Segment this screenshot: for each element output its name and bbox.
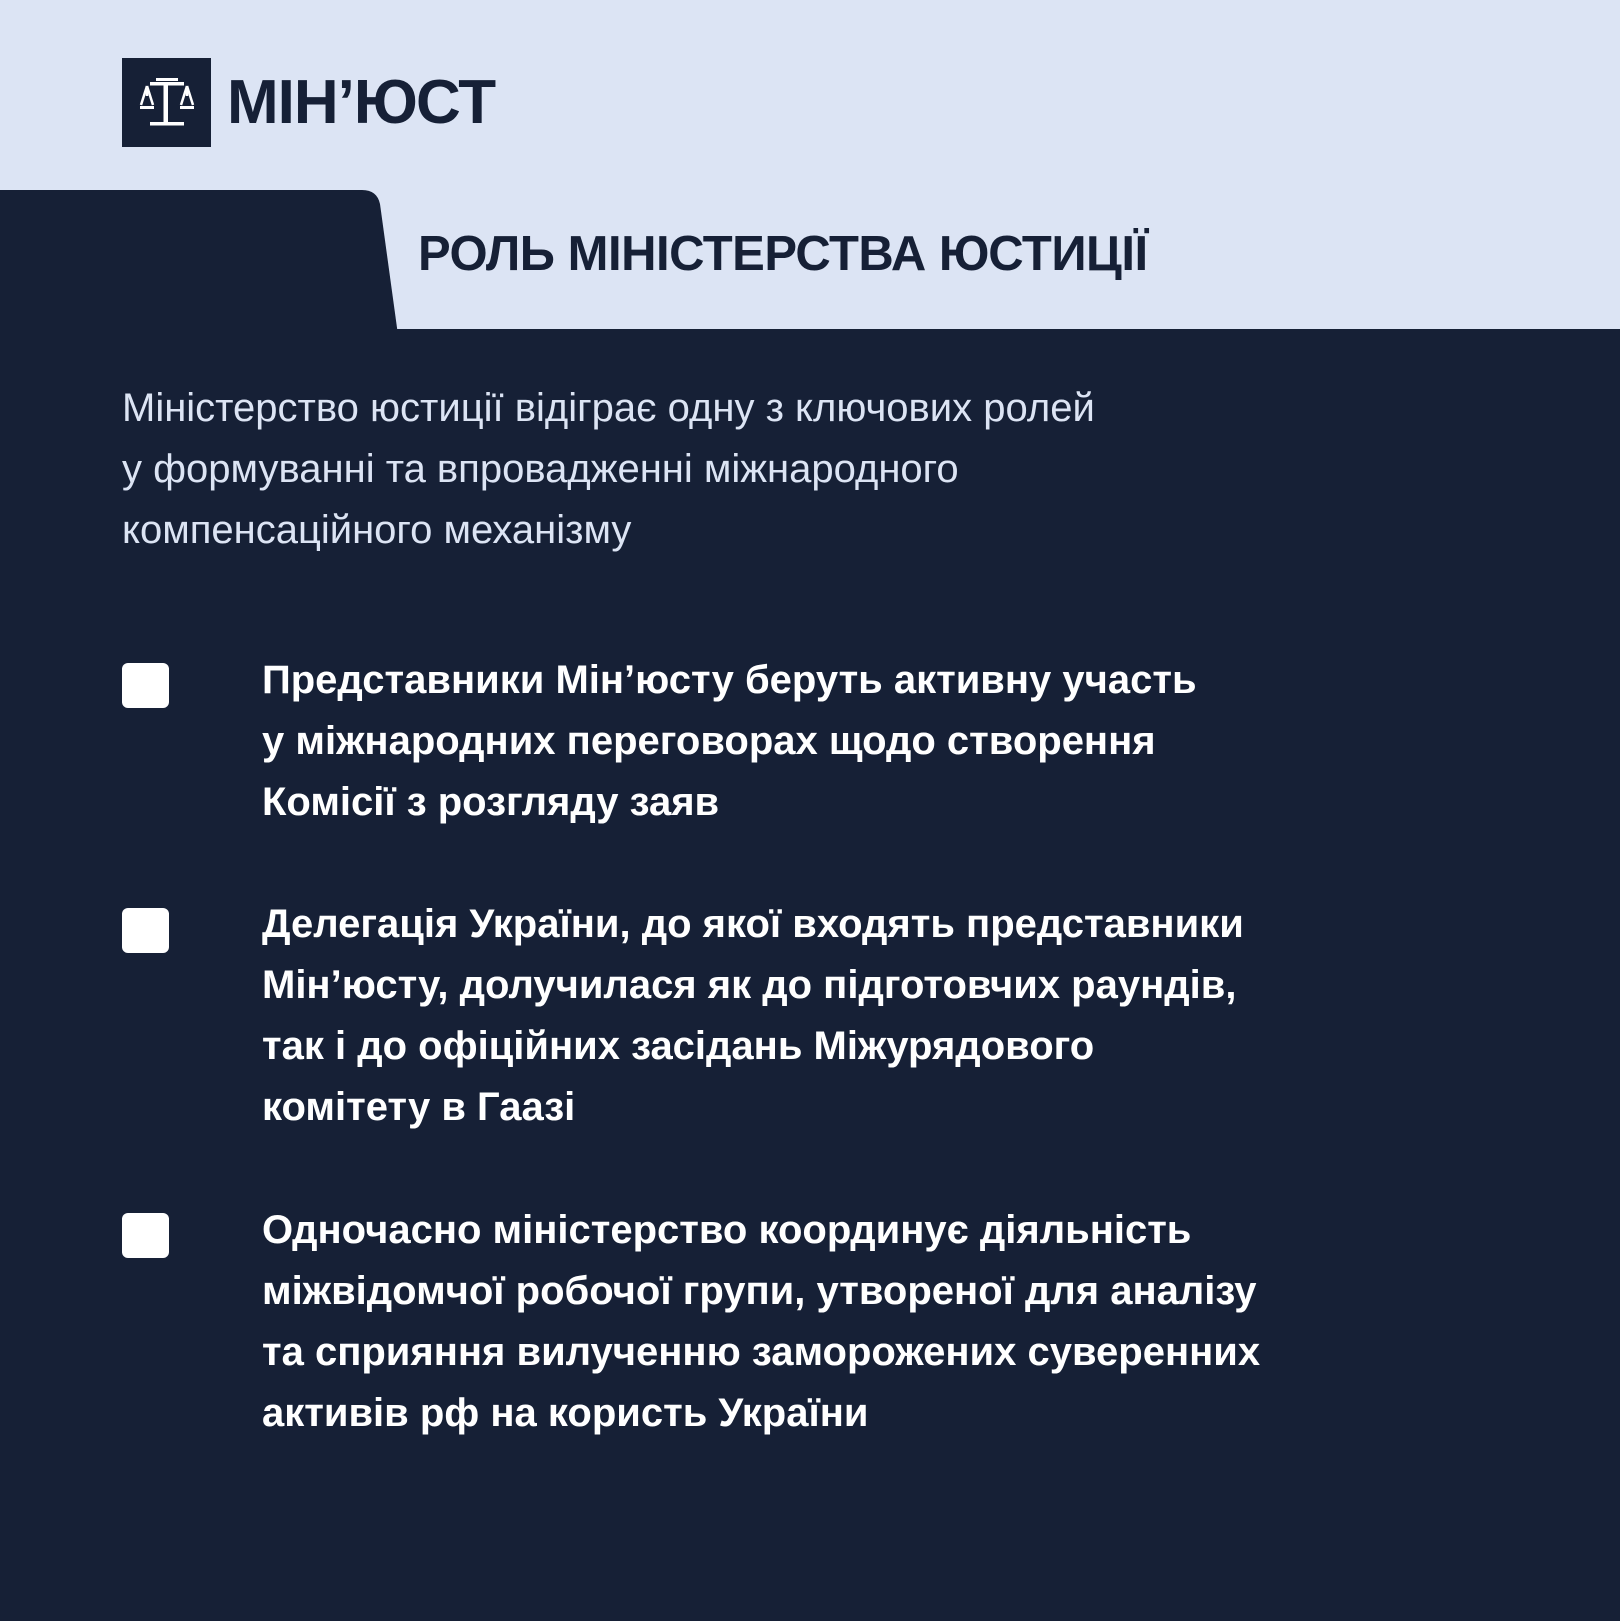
ministry-logo	[122, 58, 495, 147]
scales-of-justice-icon	[122, 58, 211, 147]
list-item-text: Делегація України, до якої входять представники Мін’юсту, долучилася як до підготовчих раундів, так і до офіційних засідань Міжурядового комітету в Гаазі	[262, 902, 1244, 1129]
list-item-text: Представники Мін’юсту беруть активну участь у міжнародних переговорах щодо створення Комісії з розгляду заяв	[262, 658, 1197, 824]
checkbox-icon	[122, 663, 169, 708]
list-item-text: Одночасно міністерство координує діяльність міжвідомчої робочої групи, утвореної для аналізу та сприяння вилученню заморожених суверенних активів рф на користь України	[262, 1208, 1261, 1435]
title-tab-shape	[0, 190, 400, 335]
checkbox-icon	[122, 1213, 169, 1258]
logo-wordmark: МІН’ЮСТ	[227, 67, 496, 137]
page-title: РОЛЬ МІНІСТЕРСТВА ЮСТИЦІЇ	[418, 227, 1148, 281]
intro-paragraph: Міністерство юстиції відіграє одну з ключових ролей у формуванні та впровадженні міжнародного компенсаційного механізму	[122, 386, 1095, 552]
checkbox-icon	[122, 908, 169, 953]
